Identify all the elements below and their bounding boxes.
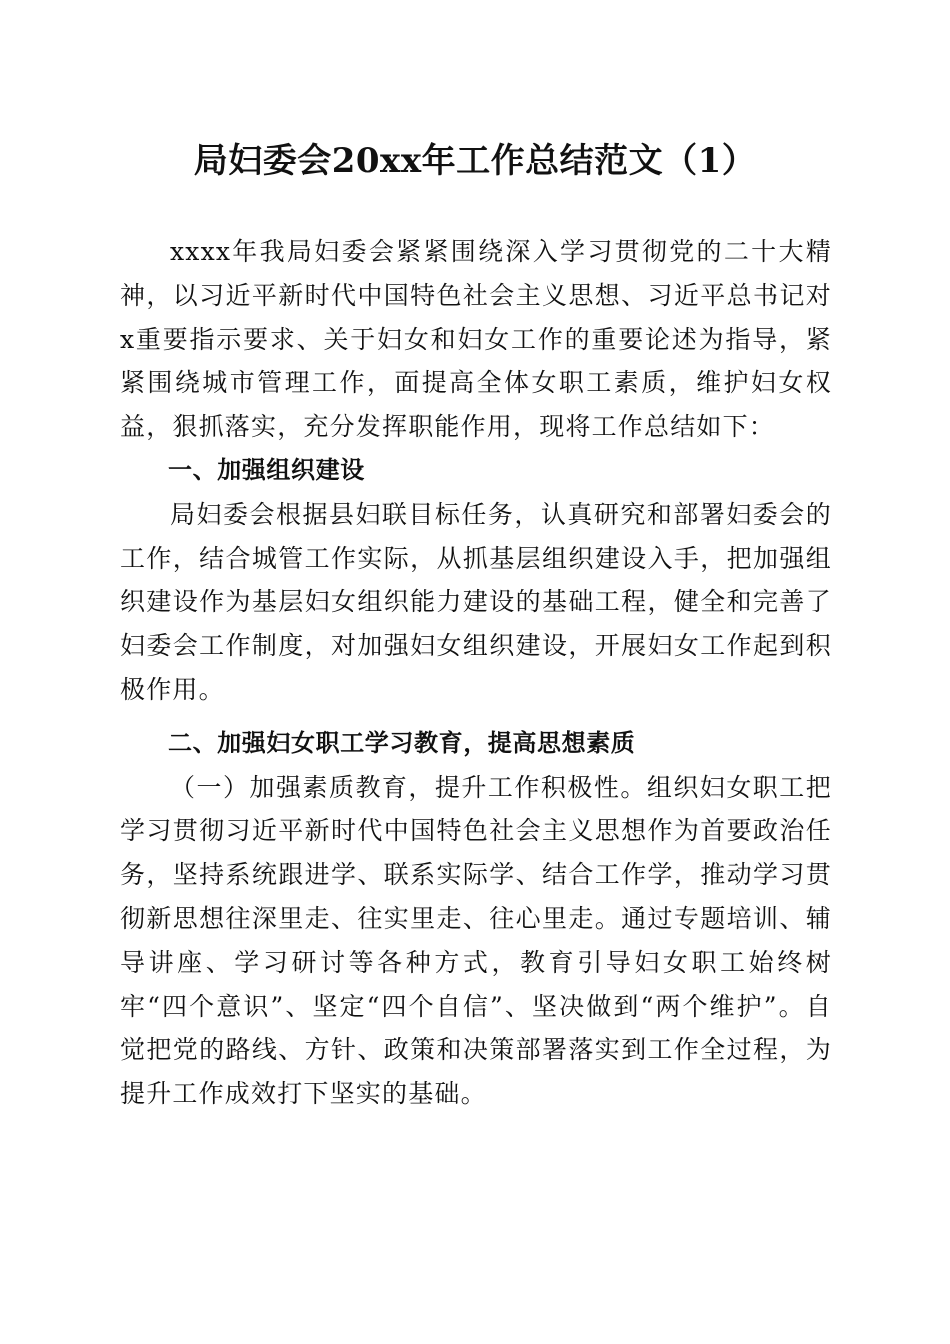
document-body [120,230,832,1116]
section-heading-organization: 一、加强组织建设 [168,455,365,484]
education-paragraph: （一）加强素质教育，提升工作积极性。组织妇女职工把学习贯彻习近平新时代中国特色社会主义思想作为首要政治任务，坚持系统跟进学、联系实际学、结合工作学，推动学习贯彻新思想往深里走、往实里走、往心里走。通过专题培训、辅导讲座、学习研讨等各种方式，教育引导妇女职工始终树牢“四个意识”、坚定“四个自信”、坚决做到“两个维护”。自觉把党的路线、方针、政策和决策部署落实到工作全过程，为提升工作成效打下坚实的基础。 [120,772,832,1109]
section-heading-education: 二、加强妇女职工学习教育，提高思想素质 [168,728,636,757]
document-title: 局妇委会20xx年工作总结范文（1） [193,141,757,181]
organization-paragraph: 局妇委会根据县妇联目标任务，认真研究和部署妇委会的工作，结合城管工作实际，从抓基层组织建设入手，把加强组织建设作为基层妇女组织能力建设的基础工程，健全和完善了妇委会工作制度，对加强妇女组织建设，开展妇女工作起到积极作用。 [120,499,832,704]
intro-paragraph: xxxx年我局妇委会紧紧围绕深入学习贯彻党的二十大精神，以习近平新时代中国特色社会主义思想、习近平总书记对x重要指示要求、关于妇女和妇女工作的重要论述为指导，紧紧围绕城市管理工作，面提高全体女职工素质，维护妇女权益，狠抓落实，充分发挥职能作用，现将工作总结如下： [120,237,832,442]
